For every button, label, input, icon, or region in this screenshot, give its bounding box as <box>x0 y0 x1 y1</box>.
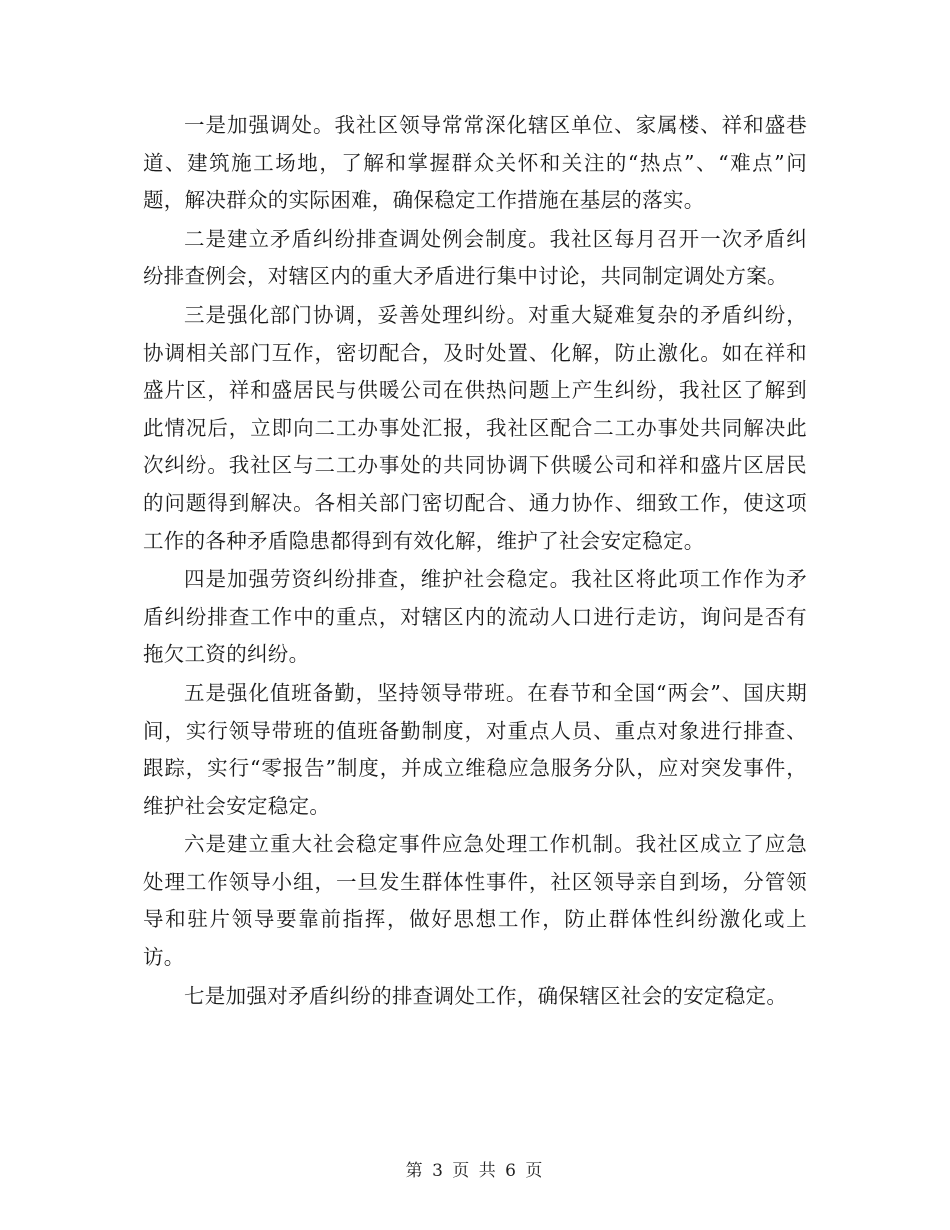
paragraph-3: 三是强化部门协调，妥善处理纠纷。对重大疑难复杂的矛盾纠纷，协调相关部门互作，密切配合，及时处置、化解，防止激化。如在祥和盛片区，祥和盛居民与供暖公司在供热问题上产生纠纷，我社区了解到此情况后，立即向二工办事处汇报，我社区配合二工办事处共同解决此次纠纷。我社区与二工办事处的共同协调下供暖公司和祥和盛片区居民的问题得到解决。各相关部门密切配合、通力协作、细致工作，使这项工作的各种矛盾隐患都得到有效化解，维护了社会安定稳定。 <box>143 302 807 553</box>
paragraph-5: 五是强化值班备勤，坚持领导带班。在春节和全国“两会”、国庆期间，实行领导带班的值班备勤制度，对重点人员、重点对象进行排查、跟踪，实行“零报告”制度，并成立维稳应急服务分队，应对突发事件，维护社会安定稳定。 <box>143 680 807 818</box>
document-body <box>143 107 807 1016</box>
paragraph-2: 二是建立矛盾纠纷排查调处例会制度。我社区每月召开一次矛盾纠纷排查例会，对辖区内的重大矛盾进行集中讨论，共同制定调处方案。 <box>143 226 807 289</box>
paragraph-1: 一是加强调处。我社区领导常常深化辖区单位、家属楼、祥和盛巷道、建筑施工场地，了解和掌握群众关怀和关注的“热点”、“难点”问题，解决群众的实际困难，确保稳定工作措施在基层的落实。 <box>143 113 807 213</box>
paragraph-7: 七是加强对矛盾纠纷的排查调处工作，确保辖区社会的安定稳定。 <box>184 983 788 1008</box>
paragraph-4: 四是加强劳资纠纷排查，维护社会稳定。我社区将此项工作作为矛盾纠纷排查工作中的重点，对辖区内的流动人口进行走访，询问是否有拖欠工资的纠纷。 <box>143 567 807 667</box>
page-number-footer: 第 3 页 共 6 页 <box>405 1161 545 1181</box>
paragraph-6: 六是建立重大社会稳定事件应急处理工作机制。我社区成立了应急处理工作领导小组，一旦发生群体性事件，社区领导亲自到场，分管领导和驻片领导要靠前指挥，做好思想工作，防止群体性纠纷激化或上访。 <box>143 832 807 970</box>
